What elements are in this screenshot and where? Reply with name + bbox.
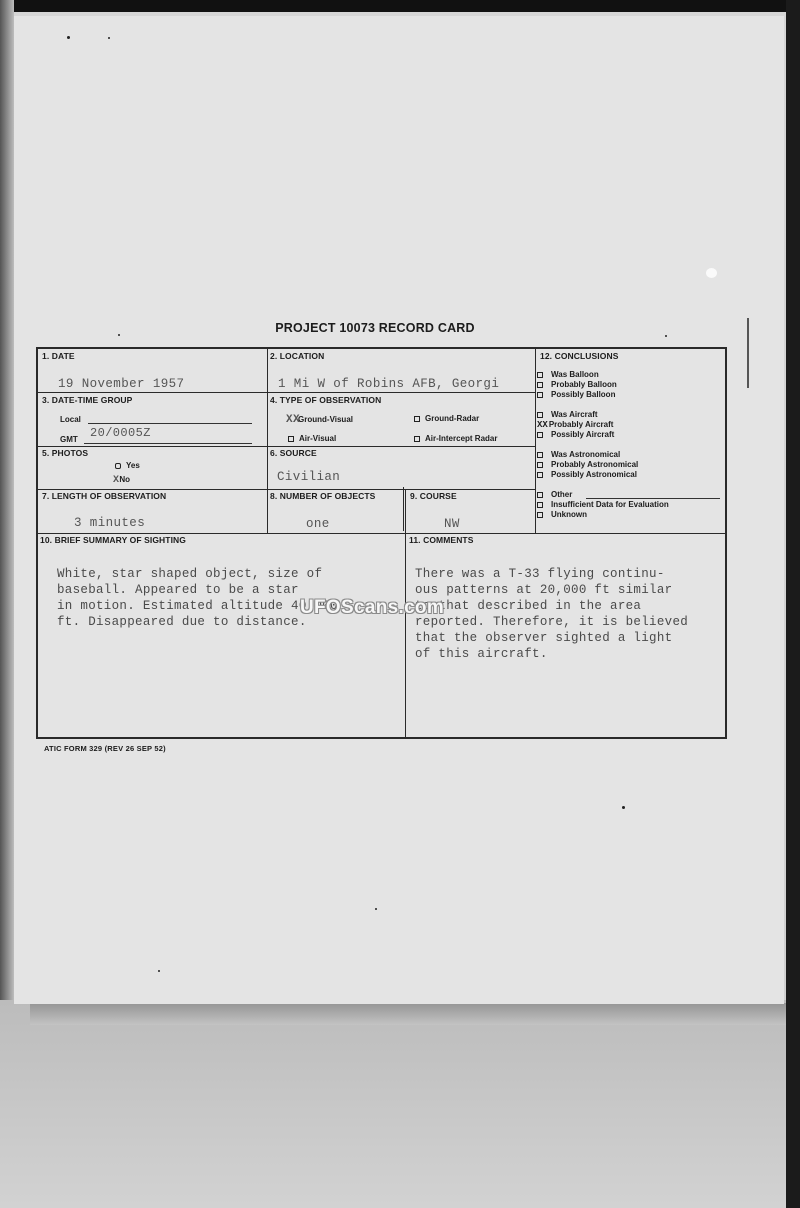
summary-line: baseball. Appeared to be a star [57, 583, 299, 597]
conclusion-unknown[interactable] [537, 510, 587, 519]
speck [67, 36, 70, 39]
speck [108, 37, 110, 39]
check-mark: XX [286, 414, 301, 426]
grid-line [38, 392, 535, 393]
course-label: 9. COURSE [410, 491, 457, 501]
objects-value: one [306, 517, 330, 531]
photos-label: 5. PHOTOS [42, 448, 89, 458]
checkbox [537, 452, 543, 458]
scan-top-border [0, 0, 800, 12]
length-label: 7. LENGTH OF OBSERVATION [42, 491, 167, 501]
conclusion-probably-astronomical[interactable] [537, 460, 638, 469]
checkbox [537, 372, 543, 378]
gmt-label: GMT [60, 435, 78, 444]
conclusion-label: Was Astronomical [551, 450, 621, 459]
source-label: 6. SOURCE [270, 448, 317, 458]
check-mark: XX [537, 420, 548, 430]
checkbox [537, 502, 543, 508]
grid-line [403, 487, 404, 531]
checkbox [414, 436, 420, 442]
option-label: Yes [126, 461, 140, 470]
option-ground-radar[interactable] [414, 414, 479, 423]
card-title: PROJECT 10073 RECORD CARD [275, 321, 475, 335]
checkbox [115, 463, 121, 469]
conclusion-label: Insufficient Data for Evaluation [551, 500, 669, 509]
grid-line [535, 349, 536, 533]
speck [375, 908, 377, 910]
gmt-line [84, 443, 252, 444]
conclusion-possibly-astronomical[interactable] [537, 470, 637, 479]
conclusion-label: Probably Balloon [551, 380, 617, 389]
conclusion-label: Possibly Aircraft [551, 430, 615, 439]
checkbox [537, 412, 543, 418]
conclusion-was-astronomical[interactable] [537, 450, 620, 459]
scan-spot [706, 268, 717, 278]
conclusions-label: 12. CONCLUSIONS [540, 351, 619, 361]
conclusion-probably-aircraft[interactable] [537, 420, 613, 430]
checkbox [537, 512, 543, 518]
comments-line: that the observer sighted a light [415, 631, 673, 645]
summary-line: ft. Disappeared due to distance. [57, 615, 307, 629]
option-air-intercept-radar[interactable] [414, 434, 497, 443]
type-label: 4. TYPE OF OBSERVATION [270, 395, 382, 405]
conclusion-label: Probably Astronomical [551, 460, 639, 469]
check-mark: X [113, 475, 120, 486]
conclusion-probably-balloon[interactable] [537, 380, 617, 389]
conclusion-was-balloon[interactable] [537, 370, 599, 379]
watermark: UFOScans.com [300, 597, 445, 618]
length-value: 3 minutes [74, 516, 146, 530]
page-shadow [30, 1003, 790, 1025]
conclusion-possibly-balloon[interactable] [537, 390, 615, 399]
gmt-value: 20/0005Z [90, 426, 151, 440]
date-value: 19 November 1957 [58, 377, 185, 391]
conclusion-other[interactable] [537, 490, 572, 499]
option-label: Ground-Visual [298, 415, 353, 424]
underlying-page [0, 1000, 790, 1208]
checkbox [537, 392, 543, 398]
conclusion-possibly-aircraft[interactable] [537, 430, 614, 439]
summary-text [57, 550, 338, 630]
source-value: Civilian [277, 470, 341, 484]
conclusion-label: Other [551, 490, 573, 499]
conclusion-label: Unknown [551, 510, 587, 519]
option-air-visual[interactable] [288, 434, 336, 443]
comments-line: There was a T-33 flying continu- [415, 567, 665, 581]
date-label: 1. DATE [42, 351, 75, 361]
summary-label: 10. BRIEF SUMMARY OF SIGHTING [40, 535, 186, 545]
photos-no[interactable] [113, 475, 130, 486]
conclusion-label: Possibly Astronomical [551, 470, 637, 479]
comments-line: ous patterns at 20,000 ft similar [415, 583, 673, 597]
conclusion-insufficient-data[interactable] [537, 500, 669, 509]
checkbox [537, 462, 543, 468]
option-label: Ground-Radar [425, 414, 480, 423]
conclusion-label: Was Balloon [551, 370, 599, 379]
local-label: Local [60, 415, 81, 424]
comments-line: to that described in the area [415, 599, 642, 613]
location-label: 2. LOCATION [270, 351, 325, 361]
conclusion-label: Was Aircraft [551, 410, 598, 419]
option-ground-visual[interactable] [286, 414, 353, 426]
photos-yes[interactable] [115, 461, 140, 470]
checkbox [537, 382, 543, 388]
course-value: NW [444, 517, 460, 531]
scan-right-border [786, 0, 800, 1208]
option-label: Air-Visual [299, 434, 337, 443]
checkbox [414, 416, 420, 422]
conclusion-was-aircraft[interactable] [537, 410, 598, 419]
grid-line [38, 446, 535, 447]
summary-line: White, star shaped object, size of [57, 567, 323, 581]
scan-left-edge [0, 0, 14, 1000]
local-line [88, 423, 252, 424]
checkbox [537, 492, 543, 498]
checkbox [537, 432, 543, 438]
summary-line: in motion. Estimated altitude 40,000 [57, 599, 338, 613]
conclusion-label: Probably Aircraft [548, 420, 614, 429]
dtg-label: 3. DATE-TIME GROUP [42, 395, 133, 405]
checkbox [288, 436, 294, 442]
other-line [586, 498, 720, 499]
comments-text [415, 550, 688, 662]
speck [622, 806, 625, 809]
grid-line [267, 349, 268, 533]
option-label: Air-Intercept Radar [425, 434, 498, 443]
conclusion-label: Possibly Balloon [551, 390, 616, 399]
checkbox [537, 472, 543, 478]
speck [158, 970, 160, 972]
grid-line [38, 533, 725, 534]
comments-line: reported. Therefore, it is believed [415, 615, 689, 629]
objects-label: 8. NUMBER OF OBJECTS [270, 491, 376, 501]
location-value: 1 Mi W of Robins AFB, Georgi [278, 377, 500, 391]
form-footer: ATIC FORM 329 (REV 26 SEP 52) [44, 744, 166, 753]
speck [665, 335, 667, 337]
option-label: No [119, 475, 131, 484]
grid-line [38, 489, 535, 490]
comments-label: 11. COMMENTS [409, 535, 474, 545]
comments-line: of this aircraft. [415, 647, 548, 661]
